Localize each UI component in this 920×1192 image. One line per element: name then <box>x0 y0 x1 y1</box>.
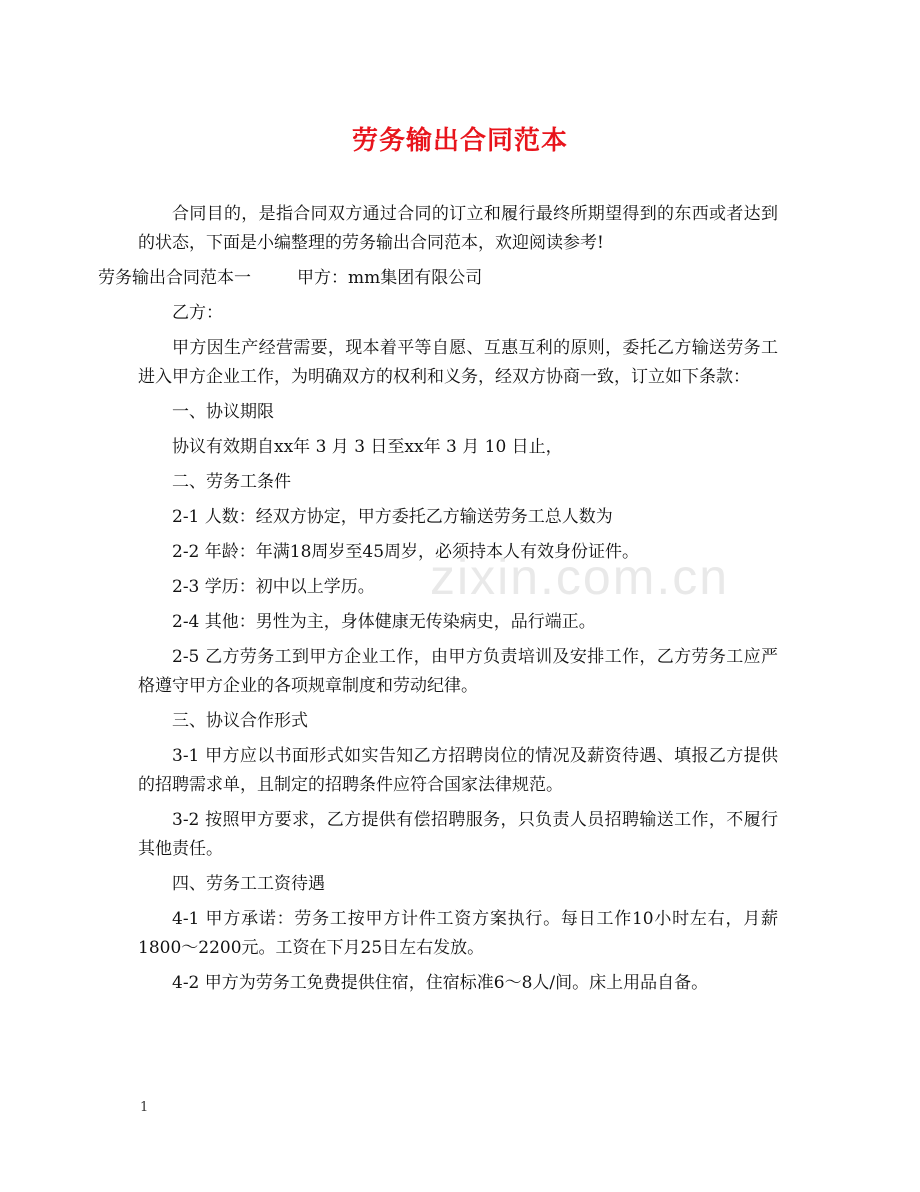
clause-3-2: 3-2 按照甲方要求，乙方提供有偿招聘服务，只负责人员招聘输送工作，不履行其他责任。 <box>138 810 778 859</box>
section-heading-3: 三、协议合作形式 <box>172 711 308 731</box>
intro-paragraph: 合同目的，是指合同双方通过合同的订立和履行最终所期望得到的东西或者达到的状态，下面是小编整理的劳务输出合同范本，欢迎阅读参考! <box>138 204 778 253</box>
section-heading-1: 一、协议期限 <box>172 402 274 422</box>
page-number: 1 <box>140 1100 149 1115</box>
contract-heading-line <box>98 264 778 293</box>
clause-2-1: 2-1 人数：经双方协定，甲方委托乙方输送劳务工总人数为 <box>172 507 613 527</box>
contract-heading: 劳务输出合同范本一 <box>98 268 251 288</box>
clause-2-3: 2-3 学历：初中以上学历。 <box>172 577 375 597</box>
party-b: 乙方： <box>172 303 223 323</box>
term-paragraph: 协议有效期自xx年 3 月 3 日至xx年 3 月 10 日止， <box>172 437 563 457</box>
preamble-paragraph: 甲方因生产经营需要，现本着平等自愿、互惠互利的原则，委托乙方输送劳务工进入甲方企业工作，为明确双方的权利和义务，经双方协商一致，订立如下条款： <box>138 338 778 387</box>
section-heading-2: 二、劳务工条件 <box>172 472 291 492</box>
section-heading-4: 四、劳务工工资待遇 <box>172 874 325 894</box>
clause-2-5: 2-5 乙方劳务工到甲方企业工作，由甲方负责培训及安排工作，乙方劳务工应严格遵守甲方企业的各项规章制度和劳动纪律。 <box>138 647 778 696</box>
clause-2-2: 2-2 年龄：年满18周岁至45周岁，必须持本人有效身份证件。 <box>172 542 640 562</box>
clause-4-2: 4-2 甲方为劳务工免费提供住宿，住宿标准6～8人/间。床上用品自备。 <box>172 973 709 993</box>
clause-3-1: 3-1 甲方应以书面形式如实告知乙方招聘岗位的情况及薪资待遇、填报乙方提供的招聘需求单，且制定的招聘条件应符合国家法律规范。 <box>138 746 778 795</box>
clause-4-1: 4-1 甲方承诺：劳务工按甲方计件工资方案执行。每日工作10小时左右，月薪1800～2200元。工资在下月25日左右发放。 <box>138 909 778 958</box>
clause-2-4: 2-4 其他：男性为主，身体健康无传染病史，品行端正。 <box>172 612 596 632</box>
watermark: zixin.com.cn <box>430 549 730 605</box>
party-a: 甲方：mm集团有限公司 <box>297 268 483 288</box>
document-body <box>98 200 778 1004</box>
document-title: 劳务输出合同范本 <box>351 126 568 156</box>
